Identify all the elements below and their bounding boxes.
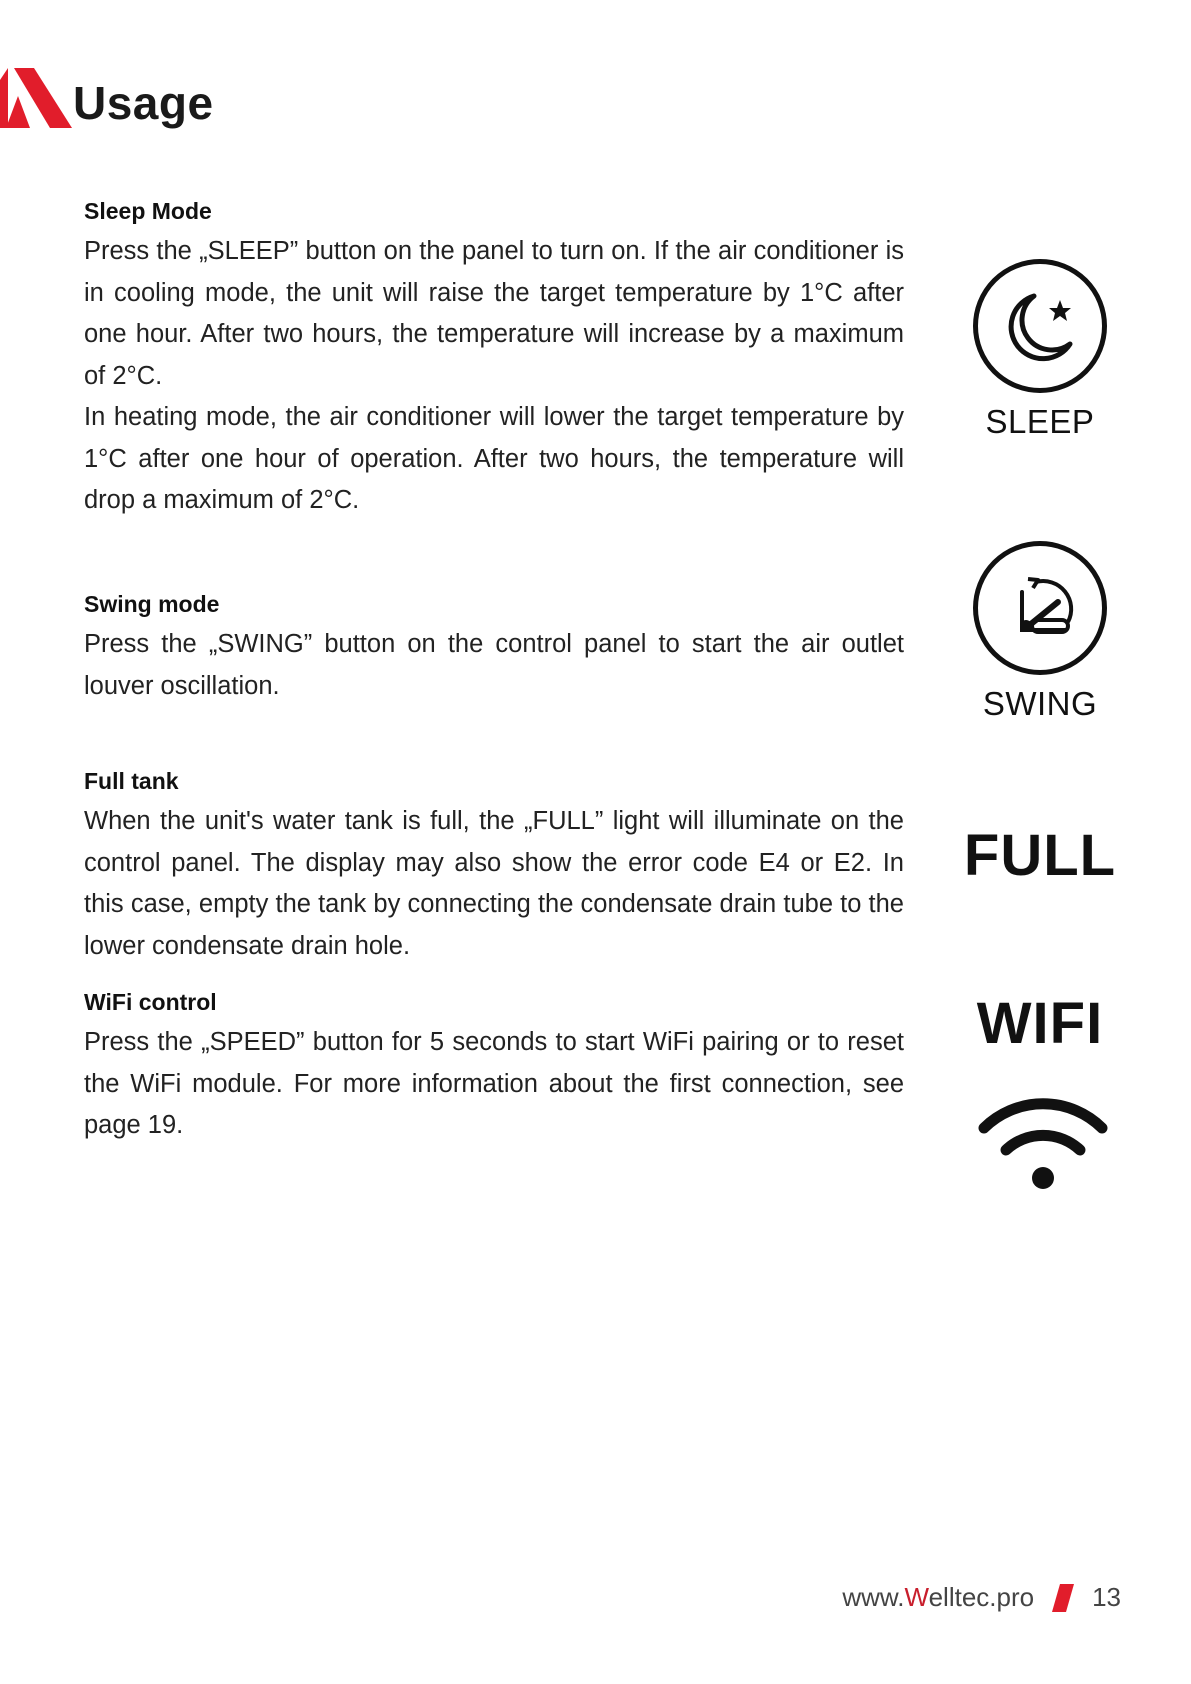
- wifi-icon: [978, 1094, 1108, 1194]
- sleep-caption: SLEEP: [985, 403, 1095, 440]
- section-heading: Swing mode: [84, 591, 220, 617]
- swing-louver-icon: [973, 541, 1107, 675]
- sleep-icon-group: [940, 259, 1140, 441]
- full-indicator-label: FULL: [963, 823, 1117, 888]
- page-title: Usage: [73, 77, 214, 129]
- section-full-tank: [84, 768, 904, 967]
- moon-star-icon: [973, 259, 1107, 393]
- section-heading: Full tank: [84, 768, 179, 794]
- section-wifi-control: [84, 989, 904, 1147]
- wifi-indicator-label: WIFI: [976, 991, 1104, 1056]
- page-footer: [842, 1582, 1121, 1613]
- section-swing-mode: [84, 591, 904, 707]
- page-number: 13: [1092, 1582, 1121, 1612]
- section-paragraph: When the unit's water tank is full, the „FULL” light will illuminate on the control panel. The display may also show the error code E4 or E2. In this case, empty the tank by connecting the condensate drain tube to the lower condensate drain hole.: [84, 807, 904, 960]
- swing-caption: SWING: [982, 685, 1098, 722]
- section-heading: Sleep Mode: [84, 198, 212, 224]
- brand-slash-icon: [1052, 1584, 1074, 1612]
- section-paragraph: Press the „SWING” button on the control panel to start the air outlet louver oscillation.: [84, 630, 904, 700]
- section-sleep-mode: [84, 198, 904, 522]
- section-heading: WiFi control: [84, 989, 217, 1015]
- section-paragraph: Press the „SLEEP” button on the panel to turn on. If the air conditioner is in cooling mode, the unit will raise the target temperature by 1°C after one hour. After two hours, the temperature will increase by a maximum of 2°C.: [84, 237, 904, 390]
- brand-logo-mark: [0, 66, 72, 138]
- section-paragraph: Press the „SPEED” button for 5 seconds to start WiFi pairing or to reset the WiFi module. For more information about the first connection, see page 19.: [84, 1028, 904, 1139]
- swing-icon-group: [940, 541, 1140, 723]
- footer-website: www.Welltec.pro: [842, 1582, 1035, 1612]
- section-paragraph: In heating mode, the air conditioner will lower the target temperature by 1°C after one hour of operation. After two hours, the temperature will drop a maximum of 2°C.: [84, 403, 904, 514]
